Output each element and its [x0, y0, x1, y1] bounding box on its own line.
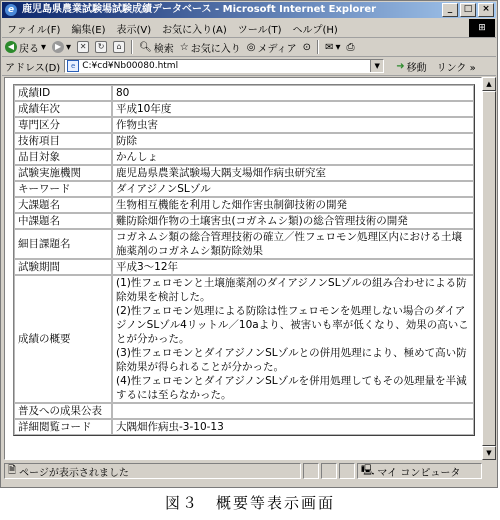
back-arrow-icon: ◀ — [5, 41, 17, 53]
page-done-icon: 🗎︎ — [8, 464, 17, 476]
home-button[interactable] — [113, 41, 125, 53]
field-label: 普及への成果公表 — [14, 403, 112, 419]
back-button[interactable] — [5, 40, 46, 55]
vertical-scrollbar[interactable] — [482, 77, 496, 460]
security-zone — [357, 463, 482, 479]
record-table — [13, 84, 475, 436]
field-value: 防除 — [112, 133, 474, 149]
table-row — [14, 259, 474, 275]
address-bar — [2, 57, 496, 76]
ie-icon: e — [5, 4, 17, 16]
history-icon: ⊙ — [302, 41, 312, 53]
go-button[interactable] — [396, 59, 426, 74]
field-label: 試験期間 — [14, 259, 112, 275]
field-value: (1)性フェロモンと土壌施薬剤のダイアジノンSLゾルの組み合わせによる防除効果を検討した。 (2)性フェロモン処理による防除は性フェロモンを処理しない場合のダイアジノンSLゾル4リットル／10aより、被害いも率が低くなり、効果の高いことが分かった。 (3)性フェロモンとダイアジノンSLゾルとの併用処理により、極めて高い防除効果が得られることが分かった。 (4)性フェロモンとダイアジノンSLゾルを併用処理してもその処理量を半減するには至らなかった。 — [112, 275, 474, 403]
scroll-down-icon[interactable]: ▼ — [482, 446, 496, 460]
field-label: 専門区分 — [14, 117, 112, 133]
field-label: 詳細閲覧コード — [14, 419, 112, 435]
links-button[interactable]: リンク » — [436, 62, 476, 74]
menu-favorites[interactable]: お気に入り(A) — [162, 24, 227, 36]
field-label: 大課題名 — [14, 197, 112, 213]
search-button[interactable] — [139, 40, 174, 55]
dropdown-icon: ▾ — [41, 41, 47, 53]
go-label: 移動 — [406, 62, 427, 74]
table-row — [14, 403, 474, 419]
address-value: C:¥cd¥Nb00080.html — [82, 61, 179, 71]
field-value: かんしょ — [112, 149, 474, 165]
history-button[interactable] — [303, 42, 311, 53]
maximize-button[interactable]: □ — [460, 3, 476, 17]
refresh-icon: ↻ — [95, 41, 107, 53]
field-value: 生物相互機能を利用した畑作害虫制御技術の開発 — [112, 197, 474, 213]
home-icon: ⌂ — [113, 41, 125, 53]
field-value: 大隅畑作病虫-3-10-13 — [112, 419, 474, 435]
status-cell — [321, 463, 337, 479]
search-label: 検索 — [153, 43, 174, 55]
forward-arrow-icon: ▶ — [52, 41, 64, 53]
toolbar-separator — [317, 40, 319, 54]
table-row — [14, 419, 474, 435]
menu-help[interactable]: ヘルプ(H) — [292, 24, 338, 36]
field-value: コガネムシ類の総合管理技術の確立／性フェロモン処理区内における土壌施薬剤のコガネムシ類防除効果 — [112, 229, 474, 259]
address-label: アドレス(D) — [5, 62, 61, 74]
field-label: 中課題名 — [14, 213, 112, 229]
table-row — [14, 101, 474, 117]
print-button[interactable] — [346, 42, 354, 53]
close-button[interactable]: × — [478, 3, 494, 17]
window-controls — [442, 3, 494, 17]
field-label: 技術項目 — [14, 133, 112, 149]
table-row — [14, 85, 474, 101]
field-value: 作物虫害 — [112, 117, 474, 133]
table-row — [14, 213, 474, 229]
print-icon: ⎙ — [346, 41, 355, 53]
dropdown-icon: ▾ — [66, 41, 72, 53]
figure-caption: 図３ 概要等表示画面 — [164, 494, 335, 512]
toolbar — [2, 38, 496, 57]
menu-file[interactable]: ファイル(F) — [7, 24, 61, 36]
stop-icon: ✕ — [77, 41, 89, 53]
forward-button[interactable] — [52, 41, 71, 53]
menu-edit[interactable]: 編集(E) — [71, 24, 106, 36]
field-label: 細目課題名 — [14, 229, 112, 259]
field-value: ダイアジノンSLゾル — [112, 181, 474, 197]
status-text: ページが表示されました — [19, 467, 129, 479]
table-row — [14, 275, 474, 403]
refresh-button[interactable] — [95, 41, 107, 53]
search-icon: 🔍︎ — [139, 41, 152, 53]
zone-label: マイ コンピュータ — [377, 467, 461, 479]
field-value: 平成3～12年 — [112, 259, 474, 275]
status-cell — [303, 463, 319, 479]
favorites-label: お気に入り — [190, 43, 241, 55]
table-row — [14, 133, 474, 149]
table-row — [14, 149, 474, 165]
scroll-thumb[interactable] — [482, 91, 496, 446]
field-label: 試験実施機関 — [14, 165, 112, 181]
table-row — [14, 181, 474, 197]
scroll-up-icon[interactable]: ▲ — [482, 77, 496, 91]
windows-logo-icon: ⊞ — [469, 19, 495, 37]
menu-bar — [2, 19, 496, 38]
menu-view[interactable]: 表示(V) — [116, 24, 152, 36]
computer-icon: 🖳︎ — [361, 464, 375, 476]
status-bar — [2, 462, 496, 480]
dropdown-icon: ▾ — [335, 41, 341, 53]
window-title: 鹿児島県農業試験場試験成績データベース - Microsoft Internet Explorer — [22, 4, 377, 15]
minimize-button[interactable]: _ — [442, 3, 458, 17]
field-value: 80 — [112, 85, 474, 101]
status-cell — [339, 463, 355, 479]
media-icon: ◎ — [246, 41, 256, 53]
title-bar — [2, 2, 496, 18]
table-row — [14, 229, 474, 259]
mail-icon: ✉ — [325, 41, 334, 53]
field-label: 成績の概要 — [14, 275, 112, 403]
status-main — [4, 463, 301, 479]
toolbar-separator — [131, 40, 133, 54]
media-label: メディア — [257, 43, 297, 55]
media-button[interactable] — [247, 40, 297, 55]
go-arrow-icon: ➜ — [396, 60, 405, 72]
favorites-icon: ☆ — [179, 41, 189, 53]
table-row — [14, 197, 474, 213]
menu-tools[interactable]: ツール(T) — [237, 24, 282, 36]
stop-button[interactable] — [77, 41, 89, 53]
page-icon: e — [67, 60, 79, 72]
favorites-button[interactable] — [180, 40, 241, 55]
field-label: キーワード — [14, 181, 112, 197]
address-input[interactable] — [64, 59, 384, 73]
field-value — [112, 403, 474, 419]
table-row — [14, 165, 474, 181]
field-value: 難防除畑作物の土壌害虫(コガネムシ類)の総合管理技術の開発 — [112, 213, 474, 229]
page-content — [4, 77, 482, 460]
field-value: 鹿児島県農業試験場大隅支場畑作病虫研究室 — [112, 165, 474, 181]
table-row — [14, 117, 474, 133]
field-label: 成績年次 — [14, 101, 112, 117]
field-value: 平成10年度 — [112, 101, 474, 117]
address-dropdown-icon[interactable]: ▼ — [370, 60, 383, 72]
back-label: 戻る — [19, 43, 39, 55]
mail-button[interactable] — [325, 42, 340, 53]
field-label: 品目対象 — [14, 149, 112, 165]
field-label: 成績ID — [14, 85, 112, 101]
